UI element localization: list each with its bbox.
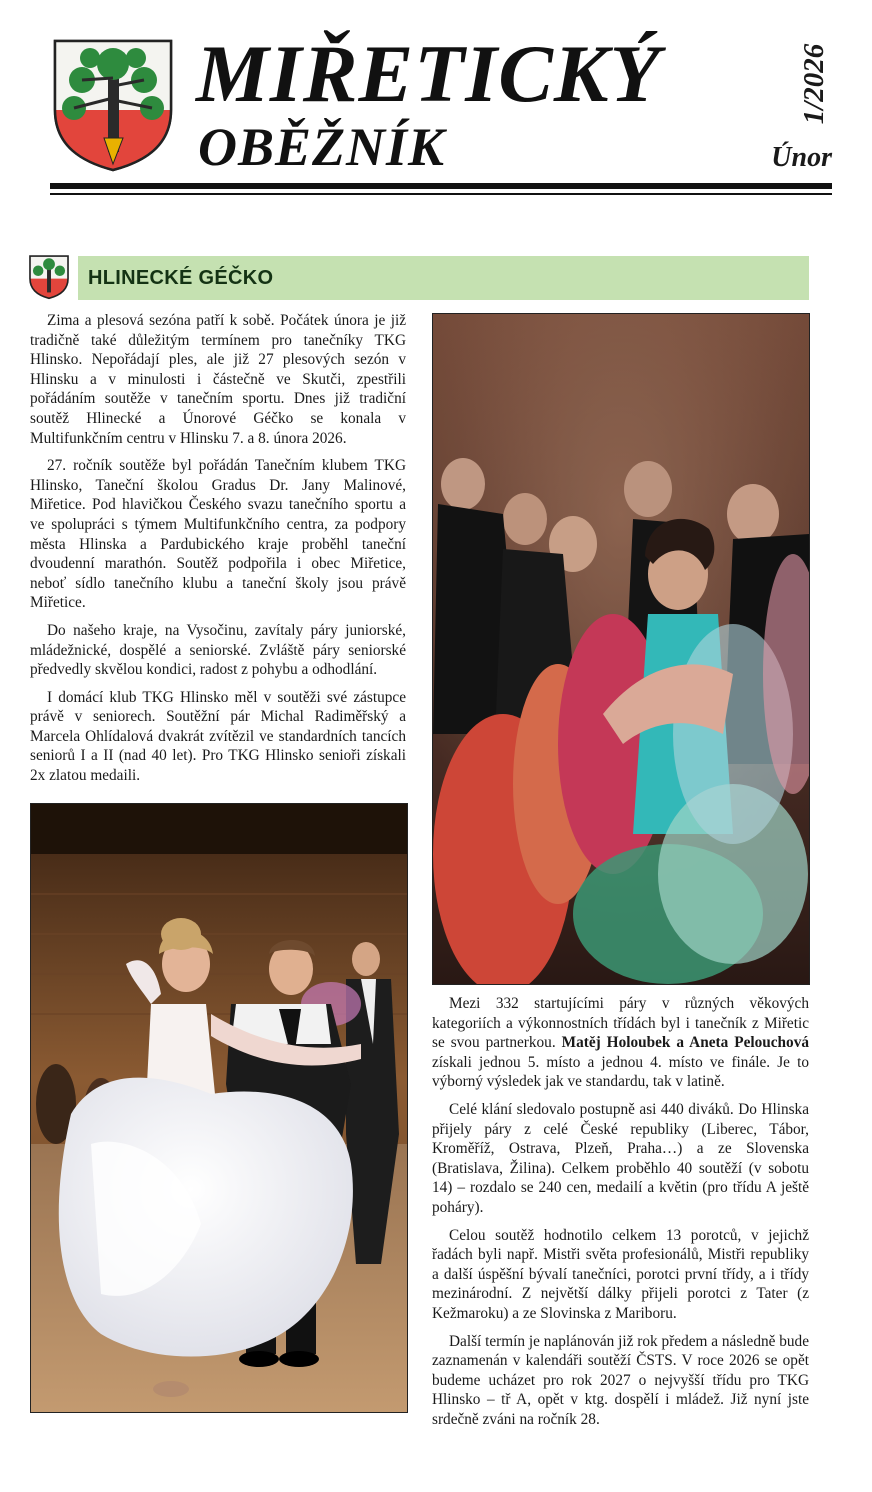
article-paragraph: I domácí klub TKG Hlinsko měl v soutěži své zástupce právě v seniorech. Soutěžní pár Michal Radiměřský a Marcela Ohlídalová dvakrát zvítězil ve standardních tancích seniorů I a II (nad 40 let). Pro TKG Hlinsko senioři získali 2x zlatou medaili. xyxy=(30,688,406,785)
photo-dancing-couple xyxy=(30,803,408,1413)
paragraph-text: Mezi 332 startujícími páry v různých věkových kategoriích a výkonnostních třídách byl i tanečník z Miřetic se svou partnerkou. xyxy=(432,995,809,1052)
article-paragraph: Celé klání sledovalo postupně asi 440 diváků. Do Hlinska přijely páry z celé České republiky (Liberec, Tábor, Kroměříž, Ostrava, Plzeň, Praha…) a ze Slovenska (Bratislava, Žilina). Celkem proběhlo 40 soutěží (v sobotu 14) – rozdalo se 240 cen, medailí a květin (pro třídu A ještě poháry). xyxy=(432,1100,809,1216)
article-paragraph: Zima a plesová sezóna patří k sobě. Počátek února je již tradičně také důležitým termínem pro tanečníky TKG Hlinsko. Nepořádají ples, ale již 27 plesových sezón v Hlinsku a v minulosti i částečně ve Skutči, zpestřili pořádáním soutěže v tanečním sportu. Dnes již tradiční soutěž Hlinecké a Únorové Géčko se konala v Multifunkčním centru v Hlinsku 7. a 8. února 2026. xyxy=(30,312,406,447)
section-heading: HLINECKÉ GÉČKO xyxy=(88,267,274,289)
article-left-column xyxy=(30,311,406,794)
issue-number xyxy=(790,40,834,130)
issue-number-text: 1/2026 xyxy=(798,43,830,125)
masthead-rule-thin xyxy=(50,193,832,195)
article-paragraph: Další termín je naplánován již rok předem a následně bude zaznamenán v kalendáři soutěží ČSTS. V roce 2026 se opět budeme ucházet pro rok 2027 o nejvyšší třídu pro TKG Hlinsko – tř A, opět v ktg. dospělí i mládež. Již nyní jste srdečně zváni na ročník 28. xyxy=(432,1332,809,1428)
masthead-rule xyxy=(50,183,832,189)
photo-dancers-lineup xyxy=(432,313,810,985)
municipal-crest xyxy=(52,38,174,172)
masthead-title: MIŘETICKÝ xyxy=(196,28,661,119)
paragraph-text: získali jednou 5. místo a jednou 4. místo ve finále. Je to výborný výsledek jak ve standardu, tak v latině. xyxy=(432,1053,809,1091)
article-right-column xyxy=(432,994,809,1437)
issue-month: Únor xyxy=(771,142,832,173)
article-paragraph: Do našeho kraje, na Vysočinu, zavítaly páry juniorské, mládežnické, dospělé a seniorské. Zvláště páry seniorské předvedly skvělou kondici, radost z pohybu a odhodlání. xyxy=(30,621,406,679)
article-paragraph: Celou soutěž hodnotilo celkem 13 porotců, v jejichž řadách byli např. Mistři světa profesionálů, Mistři republiky a další úspěšní bývalí tanečníci, porotci první třídy, a i třídy mezinárodní. Z největší dálky přijeli porotci z Tater (z Kežmaroku) a ze Slovinska z Mariboru. xyxy=(432,1226,809,1322)
article-paragraph xyxy=(432,994,809,1092)
section-crest-icon xyxy=(29,254,69,300)
masthead-subtitle: OBĚŽNÍK xyxy=(198,117,446,177)
dancers-names: Matěj Holoubek a Aneta Pelouchová xyxy=(561,1034,810,1052)
article-paragraph: 27. ročník soutěže byl pořádán Tanečním klubem TKG Hlinsko, Taneční školou Gradus Dr. Jany Malinové, Miřetice. Pod hlavičkou Českého svazu tanečního sportu a ve spolupráci s týmem Multifunkčního centra, za podpory města Hlinska a Pardubického kraje proběhl taneční dvoudenní marathón. Soutěž podpořila i obec Miřetice, neboť sídlo tanečního klubu a taneční školy jsou právě Miřetice. xyxy=(30,457,406,612)
